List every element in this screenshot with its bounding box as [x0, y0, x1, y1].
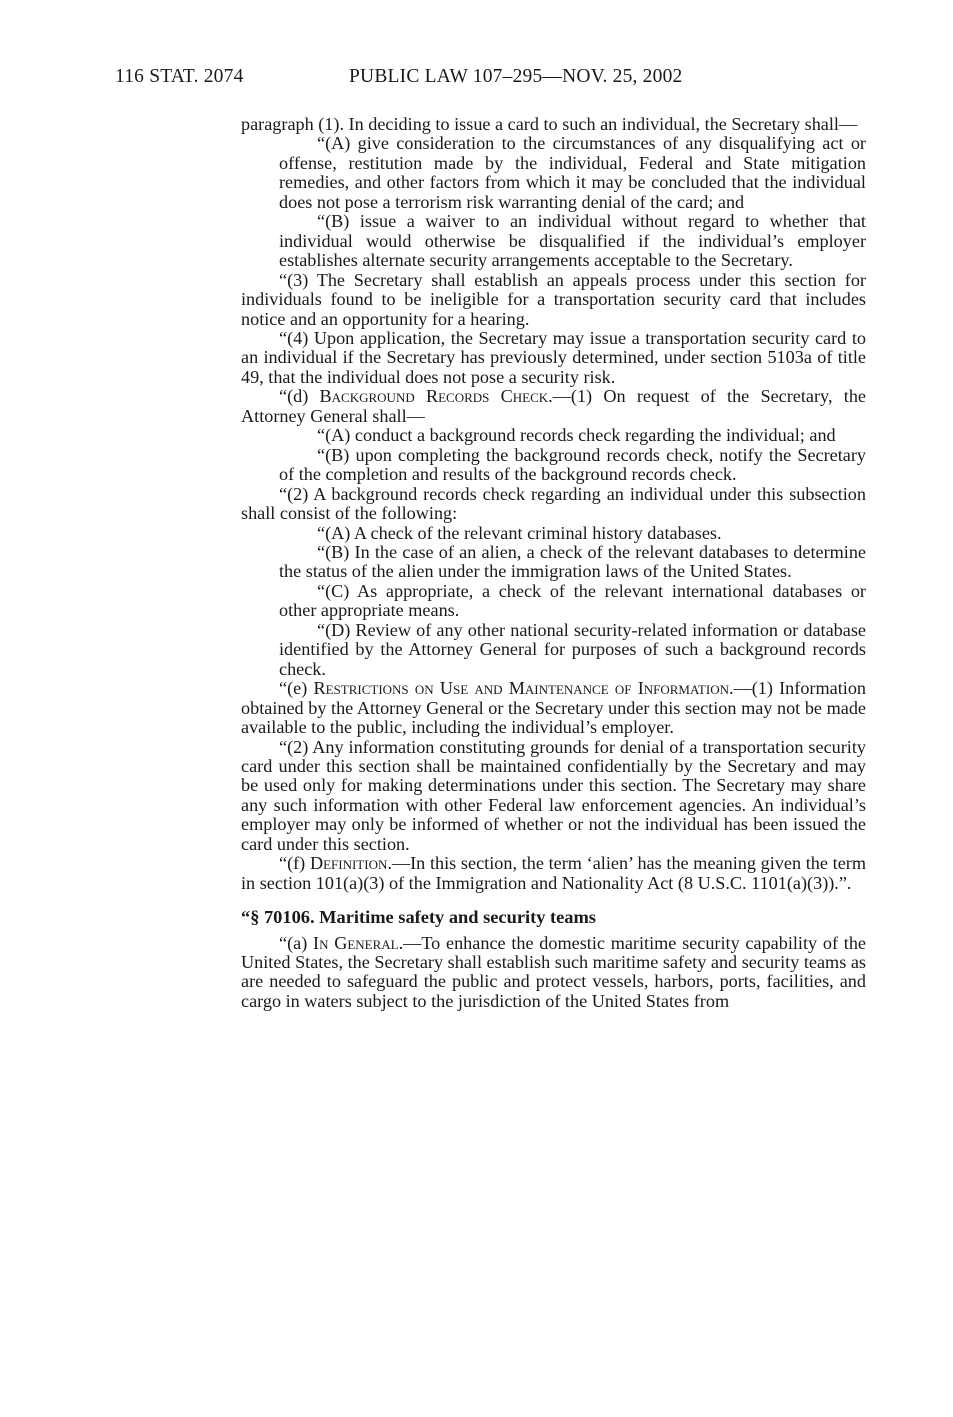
- page-header: [115, 66, 875, 92]
- subsection-f-text: .—In this section, the term ‘alien’ has the meaning given the term in section 101(a)(3) of the Immigration and Nationality Act (8 U.S.C. 1101(a)(3)).”.: [241, 853, 866, 893]
- paragraph-continuation: paragraph (1). In deciding to issue a card to such an individual, the Secretary shall—: [241, 114, 858, 134]
- subsection-f-heading: Definition: [309, 853, 388, 874]
- section-70106-heading: “§ 70106. Maritime safety and security teams: [241, 907, 596, 928]
- subsection-e-text: .—(1) Information obtained by the Attorney General or the Secretary under this section may not be made available to the public, including the individual’s employer.: [241, 678, 867, 738]
- subsection-d-2-b: “(B) In the case of an alien, a check of the relevant databases to determine the status of the alien under the immigration laws of the United States.: [279, 541, 866, 582]
- paragraph-4: “(4) Upon application, the Secretary may issue a transportation security card to an individual if the Secretary has previously determined, under section 5103a of title 49, that the individual does not pose a security risk.: [241, 327, 866, 387]
- public-law-citation: PUBLIC LAW 107–295—NOV. 25, 2002: [349, 66, 683, 87]
- subsection-d-b: “(B) upon completing the background records check, notify the Secretary of the completion and results of the background records check.: [279, 444, 866, 485]
- paragraph-3: “(3) The Secretary shall establish an appeals process under this section for individuals found to be ineligible for a transportation security card that includes notice and an opportunity for a hearing.: [241, 269, 866, 329]
- subsection-e: [241, 679, 866, 737]
- subsection-d-label: “(d): [279, 386, 320, 407]
- section-70106-a-text: .—To enhance the domestic maritime security capability of the United States, the Secretary shall establish such maritime safety and security teams as are needed to safeguard the public and protect vessels, harbors, ports, facilities, and cargo in waters subject to the jurisdiction of the United States from: [241, 932, 866, 1011]
- subsection-d-2-c: “(C) As appropriate, a check of the relevant international databases or other appropriate means.: [279, 580, 866, 621]
- section-70106-a-label: “(a): [279, 932, 314, 953]
- subparagraph-b: “(B) issue a waiver to an individual without regard to whether that individual would otherwise be disqualified if the individual’s employer establishes alternate security arrangements acceptable to the Secretary.: [279, 211, 866, 271]
- subsection-d-text: .—(1) On request of the Secretary, the Attorney General shall—: [241, 386, 866, 426]
- subparagraph-a: “(A) give consideration to the circumstances of any disqualifying act or offense, restitution made by the individual, Federal and State mitigation remedies, and other factors from which it may be concluded that the individual does not pose a terrorism risk warranting denial of the card; and: [279, 133, 866, 212]
- subsection-e-2: “(2) Any information constituting grounds for denial of a transportation security card under this section shall be maintained confidentially by the Secretary and may be used only for making determinations under this section. The Secretary may share any such information with other Federal law enforcement agencies. An individual’s employer may only be informed of whether or not the individual has been issued the card under this section.: [241, 736, 866, 854]
- section-70106-a-heading: In General: [313, 932, 399, 953]
- subsection-d-2-d: “(D) Review of any other national security-related information or database identified by the Attorney General for purposes of such a background records check.: [279, 619, 866, 679]
- stat-page-number: 116 STAT. 2074: [115, 66, 244, 87]
- subsection-f: [241, 854, 866, 893]
- subsection-d: [241, 387, 866, 426]
- statute-body: [241, 115, 866, 1011]
- subsection-d-heading: Background Records Check: [319, 386, 549, 407]
- subsection-e-heading: Restrictions on Use and Maintenance of Information: [313, 678, 729, 699]
- section-70106-a: [241, 934, 866, 1012]
- subsection-d-a: “(A) conduct a background records check regarding the individual; and: [317, 425, 836, 446]
- subsection-f-label: “(f): [279, 853, 310, 874]
- subsection-e-label: “(e): [279, 678, 314, 699]
- subsection-d-2: “(2) A background records check regarding an individual under this subsection shall consist of the following:: [241, 483, 866, 524]
- subsection-d-2-a: “(A) A check of the relevant criminal history databases.: [317, 522, 722, 543]
